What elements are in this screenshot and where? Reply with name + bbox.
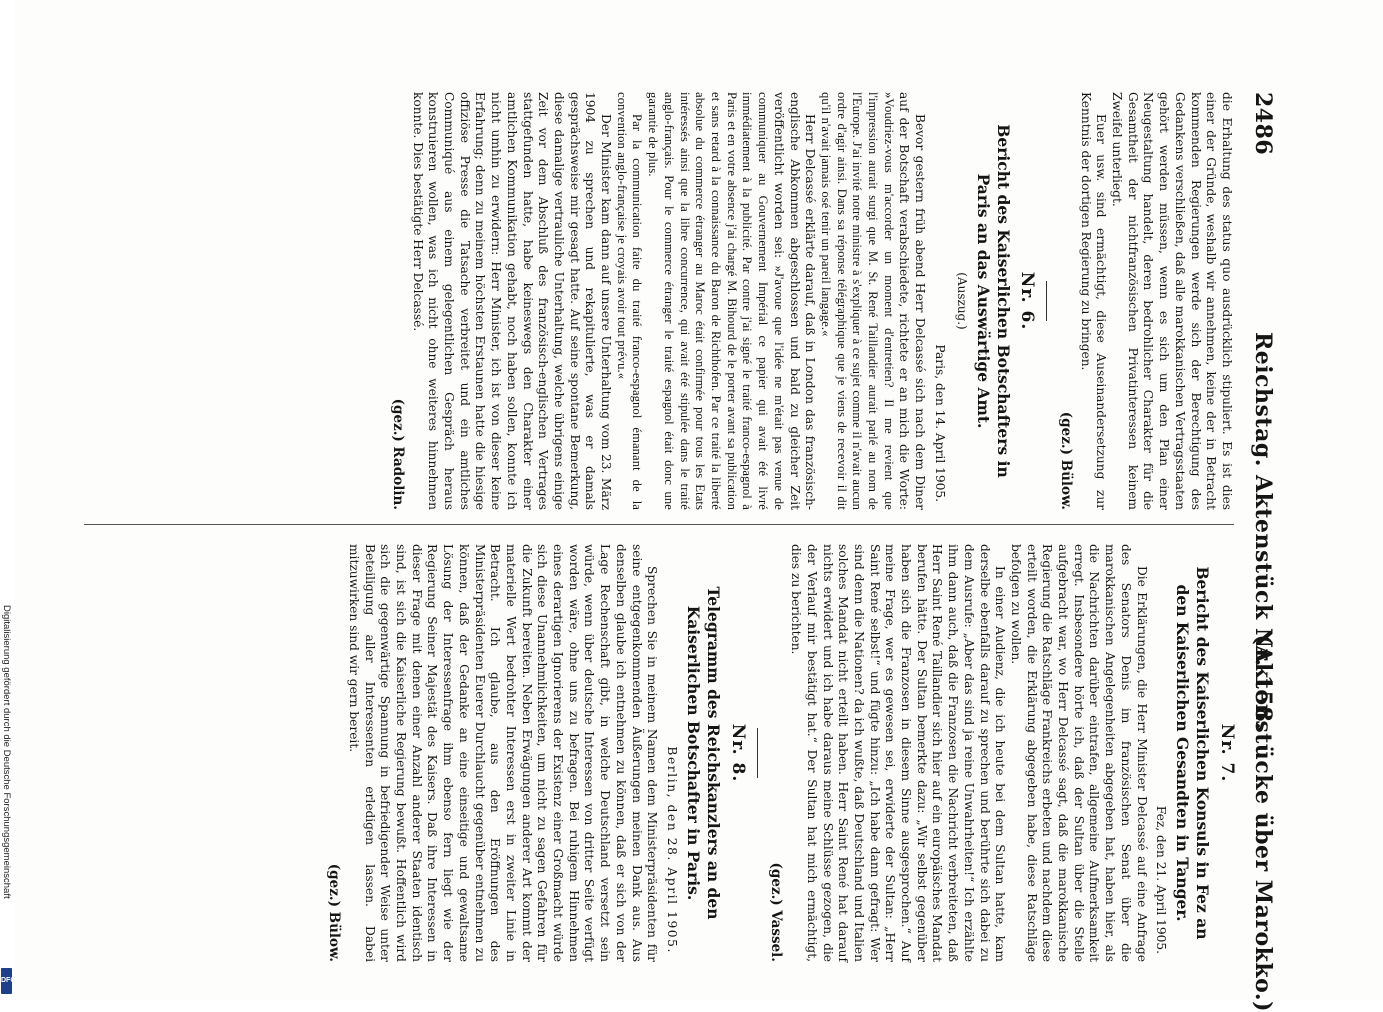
digitization-credit: Digitalisierung gefördert durch die Deutsche Forschungsgemeinschaft xyxy=(1,605,12,899)
paragraph-french: »J'avoue que l'idée ne m'était pas venue de communiquer au Gouvernement Impérial ce papier qui avait été livré immédiatement à la publicité. Par contre j'ai signé le traité franco-espagnol à Paris et en votre absence j'ai chargé M. Bihourd de le porter avant sa publication et sans retard à la connaissance du Baron de Richthofen. Par ce traité la liberté absolue du commerce étranger au Maroc était confirmée pour tous les Etats intéressés ainsi que la libre concurrence, qui avait été stipulée dans le traité anglo-français. Pour le commerce étranger le traité espagnol était donc une garantie de plus. xyxy=(646,92,786,510)
paragraph: Der Minister kam dann auf unsere Unterhaltung vom 23. März 1904 zu sprechen und rekapitulierte, was er damals gesprächsweise mir gesagt hatte. Auf seine spontane Bemerkung, diese damalige vertrauliche Unterhaltung, welche übrigens einige Zeit vor dem Abschluß des französisch-englischen Vertrages stattgefunden hatte, habe keineswegs den Charakter einer amtlichen Kommunikation gehabt, noch haben sollen, konnte ich nicht umhin zu erwidern: Herr Minister, ich ist von dieser keine Erfahrung; denn zu meinem höchsten Erstaunen hatte die hiesige offiziöse Presse die Tatsache verbreitet und ein amtliches Communiqué aus einem gelegentlichen Gespräch heraus konstruieren wollen, was ich nicht ohne weiteres hinnehmen konnte. Dies bestätigte Herr Delcassé. xyxy=(410,92,614,510)
paragraph xyxy=(817,92,927,510)
signature: (gez.) Radolin. xyxy=(389,398,406,510)
document-title: Bericht des Kaiserlichen Konsuls in Fez an den Kaiserlichen Gesandten in Tanger. xyxy=(1173,566,1213,940)
rotated-document-page xyxy=(46,92,1276,1012)
paragraph: Sprechen Sie in meinem Namen dem Ministerpräsidenten für seine entgegenkommenden Äußerungen meinen Dank aus. Aus denselben glaube ich entnehmen zu können, daß er sich von der Lage Rechenschaft gibt, in welche Deutschland versetzt sein würde, wenn über deutsche Interessen von dritter Seite verfügt worden wäre, ohne uns zu befragen. Bei ruhigem Hinnehmen eines derartigen Ignorierens der Existenz einer Großmacht würde sich diese Unannehmlichkeiten, um nicht zu sagen Gefahren für die Zukunft bereiten. Neben Erwägungen anderer Art kommt der materielle Wert bedrohter Interessen erst in zweiter Linie in Betracht. Ich glaube, aus den Eröffnungen des Ministerpräsidenten Euerer Durchlaucht gegenüber entnehmen zu können, daß der Gedanke an eine einseitige und gewaltsame Lösung der Interessenfrage ihm ebenso fern liegt wie der Regierung Seiner Majestät des Kaisers. Daß ihre Interessen in dieser Frage mit denen einer Anzahl anderer Staaten identisch sind, ist sich die Kaiserliche Regierung bewußt. Hoffentlich wird sich die gegenwärtige Spannung in befriedigender Weise unter Beteiligung aller Interessenten erledigen lassen. Dabei mitzuwirken sind wir gern bereit. xyxy=(346,544,660,962)
running-header xyxy=(1246,92,1276,1012)
left-column xyxy=(383,92,1234,510)
paragraph xyxy=(645,92,818,510)
header-title: Reichstag. Aktenstück Nr. 158. xyxy=(1250,332,1276,731)
paragraph: Die Erklärungen, die Herr Minister Delcassé auf eine Anfrage des Senators Denis im französischen Senat über die marokkanischen Angelegenheiten abgegeben hat, haben hier, als die Nachrichten darüber eintrafen, allgemeine Aufmerksamkeit erregt. Insbesondere hörte ich, daß der Sultan über die Stelle aufgebracht war, wo Herr Delcassé sagt, daß die marokkanische Regierung die Ratschläge Frankreichs erbeten und nachdem diese erteilt worden, die Erklärung abgegeben habe, diese Ratschläge befolgen zu wollen. xyxy=(1008,544,1149,962)
dfg-logo: DFG xyxy=(1,968,12,994)
signature: (gez.) Bülow. xyxy=(1057,411,1074,510)
paragraph: Par la communication faite du traité franco-espagnol émanant de la convention anglo-française je croyais avoir tout prévu.« xyxy=(614,92,645,510)
column-divider xyxy=(84,524,1234,525)
paragraph-german: Bevor gestern früh abend Herr Delcassé sich nach dem Diner auf der Botschaft verabschiedete, richtete er an mich die Worte: xyxy=(897,92,928,510)
separator-rule xyxy=(1046,281,1047,321)
dateline: Berlin, den 28. April 1905. xyxy=(665,746,680,954)
separator-rule xyxy=(757,728,758,778)
paragraph: die Erhaltung des status quo ausdrücklich stipuliert. Es ist dies einer der Gründe, weshalb wir annehmen, keine der in Betracht kommenden Regierungen werde sich der Berechtigung des Gedankens verschließen, daß alle marokkanischen Vertragsstaaten gehört werden müssen, wenn es sich um den Plan einer Neugestaltung handelt, deren bedrohlicher Charakter für die Gesamtheit der nichtfranzösischen Privatinteressen keinem Zweifel unterliegt. xyxy=(1110,92,1234,510)
dateline: Fez, den 21. April 1905. xyxy=(1154,805,1169,954)
digitization-rail xyxy=(0,0,14,1000)
signature: (gez.) Bülow. xyxy=(326,863,343,962)
document-subtitle: (Auszug.) xyxy=(954,272,969,330)
page-number: 2486 xyxy=(1250,92,1276,156)
right-column xyxy=(320,544,1237,962)
paragraph-french: »Voudriez-vous m'accorder un moment d'entretien? xyxy=(881,92,896,388)
dateline: Paris, den 14. April 1905. xyxy=(932,344,947,502)
document-title: Telegramm des Reichskanzlers an den Kaiserlichen Botschafter in Paris. xyxy=(684,586,724,920)
signature: (gez.) Vassel. xyxy=(768,862,785,962)
paragraph-french: Il me revient que l'impression aurait surgi que M. St. René Taillandier aurait parlé au nom de l'Europe. J'ai invité notre ministre à s'expliquer à ce sujet comme il n'avait aucun ordre d'agir ainsi. Dans sa réponse télégraphique que je viens de recevoir il dit qu'il n'avait jamais osé tenir un pareil langage.« xyxy=(818,92,896,511)
document-number: Nr. 8. xyxy=(727,723,748,783)
document-title: Bericht des Kaiserlichen Botschafters in Paris an das Auswärtige Amt. xyxy=(973,124,1013,478)
document-number: Nr. 6. xyxy=(1017,271,1038,331)
paragraph: In einer Audienz, die ich heute bei dem Sultan hatte, kam derselbe ebenfalls darauf zu sprechen und berührte sich dabei zu dem Ausrufe: „Aber das sind ja reine Unwahrheiten!“ Ich erzählte ihm dann auch, daß die Franzosen die Nachricht verbreiteten, daß Herr Saint René Taillandier sich hier auf ein europäisches Mandat berufen hätte. Der Sultan bemerkte dazu: „Wir selbst gegenüber haben sich die Franzosen in diesem Sinne ausgesprochen.“ Auf meine Frage, wer es gewesen sei, erwiderte der Sultan: „Herr Saint René selbst!“ und fügte hinzu: „Ich habe dann gefragt: Wer sind denn die Nationen? da ich wußte, daß Deutschland und Italien solches Mandat nicht erteilt haben. Herr Saint René hat darauf nichts erwidert und ich habe daraus meine Schlüsse gezogen, die der Verlauf mir bestätigt hat.“ Der Sultan hat mich ermächtigt, dies zu berichten. xyxy=(789,544,1008,962)
paragraph-german: Herr Delcassé erklärte darauf, daß in London das französisch-englische Abkommen abgeschlossen und bald zu gleicher Zeit veröffentlicht worden sei: xyxy=(771,92,818,510)
document-number: Nr. 7. xyxy=(1217,723,1237,783)
paragraph: Euer usw. sind ermächtigt, diese Auseinandersetzung zur Kenntnis der dortigen Regierung zu bringen. xyxy=(1078,92,1109,510)
header-subject: (Aktenstücke über Marokko.) xyxy=(1250,634,1276,1012)
